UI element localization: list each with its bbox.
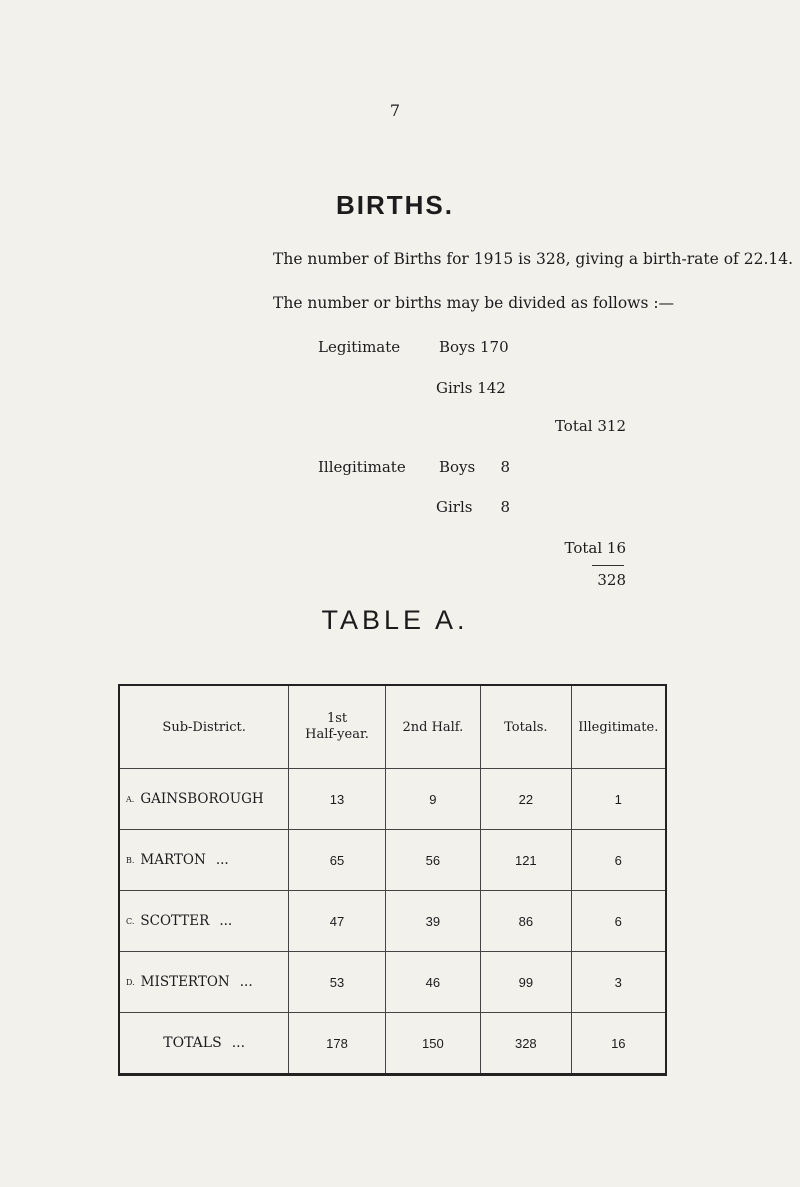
first-half-cell: 13 xyxy=(289,769,385,830)
header-second-half: 2nd Half. xyxy=(385,685,480,769)
sub-district-name: GAINSBOROUGH xyxy=(140,791,264,807)
illegitimate-label: Illegitimate xyxy=(318,458,406,476)
header-first-half-line2: Half-year. xyxy=(305,727,369,742)
illegitimate-girls-label: Girls xyxy=(436,498,473,516)
first-half-cell: 47 xyxy=(289,891,385,952)
leader-dots: ... xyxy=(231,1035,246,1051)
header-illegitimate: Illegitimate. xyxy=(571,685,666,769)
row-letter: B. xyxy=(126,856,135,865)
totals-cell: 99 xyxy=(481,952,572,1013)
first-half-cell: 65 xyxy=(289,830,385,891)
table-title: TABLE A. xyxy=(321,605,469,635)
page-number: 7 xyxy=(389,101,401,120)
totals-row xyxy=(119,1013,666,1075)
sub-district-cell xyxy=(119,830,289,891)
illegitimate-cell: 6 xyxy=(571,891,666,952)
sum-rule xyxy=(592,565,624,566)
table-row xyxy=(119,891,666,952)
sub-district-cell xyxy=(119,891,289,952)
header-totals: Totals. xyxy=(481,685,572,769)
row-letter: D. xyxy=(126,978,135,987)
legitimate-girls: Girls 142 xyxy=(436,379,506,397)
row-letter: C. xyxy=(126,917,135,926)
illegitimate-total-cell: 16 xyxy=(571,1013,666,1075)
illegitimate-boys-label: Boys xyxy=(439,458,476,476)
totals-cell: 22 xyxy=(481,769,572,830)
legitimate-boys: Boys 170 xyxy=(439,338,509,356)
legitimate-total: Total 312 xyxy=(554,417,626,435)
table-row xyxy=(119,952,666,1013)
illegitimate-cell: 3 xyxy=(571,952,666,1013)
leader-dots: ... xyxy=(219,913,233,929)
illegitimate-girls-value: 8 xyxy=(500,498,510,516)
sub-district-name: SCOTTER xyxy=(140,913,210,929)
illegitimate-total: Total 16 xyxy=(564,539,626,557)
leader-dots: ... xyxy=(215,852,229,868)
birth-rate-paragraph: The number of Births for 1915 is 328, giving a birth-rate of 22.14. xyxy=(273,250,794,268)
header-first-half-line1: 1st xyxy=(326,710,348,726)
second-half-cell: 39 xyxy=(385,891,480,952)
births-table xyxy=(118,684,667,1076)
totals-label: TOTALS xyxy=(163,1035,222,1051)
legitimate-label: Legitimate xyxy=(318,338,401,356)
sub-district-name: MARTON xyxy=(140,852,206,868)
header-first-half xyxy=(289,685,385,769)
grand-total: 328 xyxy=(597,571,626,589)
second-half-cell: 46 xyxy=(385,952,480,1013)
sub-district-name: MISTERTON xyxy=(140,974,230,990)
row-letter: A. xyxy=(126,795,135,804)
table-row xyxy=(119,830,666,891)
illegitimate-boys-value: 8 xyxy=(500,458,510,476)
second-half-cell: 9 xyxy=(385,769,480,830)
first-half-total-cell: 178 xyxy=(289,1013,385,1075)
sub-district-cell xyxy=(119,952,289,1013)
table-header-row xyxy=(119,685,666,769)
illegitimate-cell: 6 xyxy=(571,830,666,891)
division-paragraph: The number or births may be divided as follows :— xyxy=(273,294,675,312)
totals-cell: 86 xyxy=(481,891,572,952)
illegitimate-cell: 1 xyxy=(571,769,666,830)
page-title: BIRTHS. xyxy=(336,190,454,220)
totals-label-cell xyxy=(119,1013,289,1075)
leader-dots: ... xyxy=(239,974,253,990)
second-half-cell: 56 xyxy=(385,830,480,891)
sub-district-cell xyxy=(119,769,289,830)
second-half-total-cell: 150 xyxy=(385,1013,480,1075)
table-row xyxy=(119,769,666,830)
header-sub-district: Sub-District. xyxy=(119,685,289,769)
totals-cell: 121 xyxy=(481,830,572,891)
grand-total-cell: 328 xyxy=(481,1013,572,1075)
first-half-cell: 53 xyxy=(289,952,385,1013)
